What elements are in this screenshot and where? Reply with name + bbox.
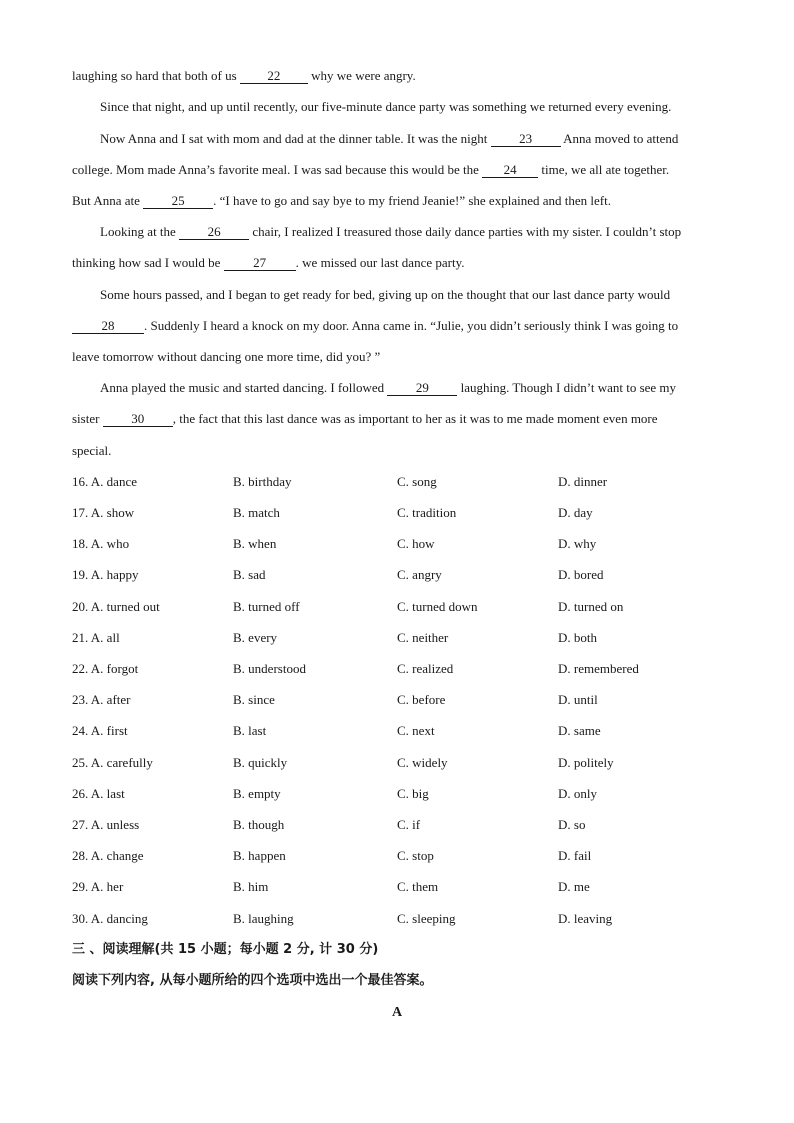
passage-paragraph-2: Since that night, and up until recently, our five-minute dance party was something we returned every evening. — [100, 99, 672, 114]
option-c[interactable]: C. them — [397, 879, 439, 894]
option-c[interactable]: C. angry — [397, 567, 442, 582]
passage-text: laughing. Though I didn’t want to see my — [457, 380, 677, 395]
option-c[interactable]: C. next — [397, 723, 435, 738]
question-26 — [72, 785, 752, 803]
option-d[interactable]: D. so — [558, 817, 586, 832]
blank-26: 26 — [179, 224, 249, 240]
question-28 — [72, 847, 752, 865]
option-c[interactable]: C. if — [397, 817, 421, 832]
question-25 — [72, 754, 752, 772]
option-a[interactable]: 19. A. happy — [72, 567, 139, 582]
option-a[interactable]: 20. A. turned out — [72, 599, 160, 614]
option-b[interactable]: B. him — [233, 879, 269, 894]
blank-22: 22 — [240, 68, 308, 84]
option-d[interactable]: D. remembered — [558, 661, 639, 676]
question-18 — [72, 535, 752, 553]
option-b[interactable]: B. turned off — [233, 599, 300, 614]
option-a[interactable]: 27. A. unless — [72, 817, 140, 832]
option-c[interactable]: C. stop — [397, 848, 434, 863]
option-b[interactable]: B. every — [233, 630, 278, 645]
option-b[interactable]: B. last — [233, 723, 267, 738]
passage-line-13: special. — [72, 443, 112, 458]
option-d[interactable]: D. only — [558, 786, 597, 801]
question-16 — [72, 473, 752, 491]
section-title: 三 、阅读理解(共 15 小题；每小题 2 分, 计 30 分) — [72, 942, 379, 957]
question-30 — [72, 910, 752, 928]
option-c[interactable]: C. how — [397, 536, 435, 551]
part-label: A — [391, 1005, 403, 1020]
passage-line-9 — [72, 317, 678, 335]
option-b[interactable]: B. quickly — [233, 755, 288, 770]
passage-line-10: leave tomorrow without dancing one more time, did you? ” — [72, 349, 381, 364]
passage-text: Now Anna and I sat with mom and dad at the dinner table. It was the night — [100, 131, 491, 146]
passage-text: thinking how sad I would be — [72, 255, 224, 270]
option-b[interactable]: B. when — [233, 536, 277, 551]
option-b[interactable]: B. birthday — [233, 474, 292, 489]
option-c[interactable]: C. sleeping — [397, 911, 456, 926]
option-a[interactable]: 16. A. dance — [72, 474, 137, 489]
passage-text: . “I have to go and say bye to my friend Jeanie!” she explained and then left. — [213, 193, 611, 208]
blank-28: 28 — [72, 318, 144, 334]
blank-29: 29 — [387, 380, 457, 396]
blank-30: 30 — [103, 411, 173, 427]
option-d[interactable]: D. same — [558, 723, 601, 738]
option-a[interactable]: 22. A. forgot — [72, 661, 139, 676]
option-a[interactable]: 30. A. dancing — [72, 911, 148, 926]
question-24 — [72, 722, 752, 740]
passage-text: laughing so hard that both of us — [72, 68, 240, 83]
option-a[interactable]: 23. A. after — [72, 692, 131, 707]
option-b[interactable]: B. sad — [233, 567, 266, 582]
passage-line-4 — [72, 161, 669, 179]
passage-text: . Suddenly I heard a knock on my door. Anna came in. “Julie, you didn’t seriously think I was going to — [144, 318, 679, 333]
option-d[interactable]: D. politely — [558, 755, 614, 770]
option-d[interactable]: D. why — [558, 536, 597, 551]
option-b[interactable]: B. empty — [233, 786, 281, 801]
passage-text: why we were angry. — [307, 68, 416, 83]
option-d[interactable]: D. both — [558, 630, 597, 645]
option-c[interactable]: C. turned down — [397, 599, 478, 614]
question-20 — [72, 598, 752, 616]
option-c[interactable]: C. before — [397, 692, 446, 707]
option-d[interactable]: D. until — [558, 692, 598, 707]
option-b[interactable]: B. though — [233, 817, 285, 832]
option-b[interactable]: B. understood — [233, 661, 306, 676]
option-a[interactable]: 24. A. first — [72, 723, 128, 738]
passage-line-12 — [72, 410, 658, 428]
option-d[interactable]: D. bored — [558, 567, 604, 582]
passage-text: college. Mom made Anna’s favorite meal. I was sad because this would be the — [72, 162, 483, 177]
option-b[interactable]: B. since — [233, 692, 275, 707]
option-a[interactable]: 17. A. show — [72, 505, 135, 520]
passage-text: . we missed our last dance party. — [295, 255, 465, 270]
passage-text: sister — [72, 411, 103, 426]
passage-text: Anna moved to attend — [560, 131, 679, 146]
option-b[interactable]: B. match — [233, 505, 280, 520]
question-21 — [72, 629, 752, 647]
passage-line-3 — [100, 130, 678, 148]
question-19 — [72, 566, 752, 584]
question-27 — [72, 816, 752, 834]
blank-25: 25 — [143, 193, 213, 209]
option-d[interactable]: D. day — [558, 505, 593, 520]
option-a[interactable]: 26. A. last — [72, 786, 125, 801]
option-d[interactable]: D. turned on — [558, 599, 624, 614]
option-d[interactable]: D. fail — [558, 848, 592, 863]
section-instruction: 阅读下列内容, 从每小题所给的四个选项中选出一个最佳答案。 — [72, 973, 433, 988]
passage-text: time, we all ate together. — [538, 162, 670, 177]
option-d[interactable]: D. leaving — [558, 911, 613, 926]
option-d[interactable]: D. dinner — [558, 474, 608, 489]
option-d[interactable]: D. me — [558, 879, 590, 894]
question-17 — [72, 504, 752, 522]
question-29 — [72, 878, 752, 896]
option-c[interactable]: C. big — [397, 786, 429, 801]
passage-paragraph-5: Some hours passed, and I began to get ready for bed, giving up on the thought that our last dance party would — [100, 287, 671, 302]
option-a[interactable]: 28. A. change — [72, 848, 144, 863]
blank-27: 27 — [224, 255, 296, 271]
option-c[interactable]: C. realized — [397, 661, 454, 676]
option-c[interactable]: C. widely — [397, 755, 448, 770]
passage-line-6 — [100, 223, 681, 241]
passage-line-11 — [100, 379, 676, 397]
option-a[interactable]: 29. A. her — [72, 879, 124, 894]
option-c[interactable]: C. tradition — [397, 505, 457, 520]
passage-text: Looking at the — [100, 224, 180, 239]
passage-text: Anna played the music and started dancing. I followed — [100, 380, 388, 395]
question-22 — [72, 660, 752, 678]
blank-24: 24 — [482, 162, 538, 178]
option-a[interactable]: 25. A. carefully — [72, 755, 153, 770]
option-c[interactable]: C. song — [397, 474, 437, 489]
passage-line-1 — [72, 67, 416, 85]
passage-line-7 — [72, 254, 465, 272]
passage-text: chair, I realized I treasured those daily dance parties with my sister. I couldn’t stop — [249, 224, 682, 239]
option-c[interactable]: C. neither — [397, 630, 449, 645]
option-a[interactable]: 21. A. all — [72, 630, 120, 645]
option-a[interactable]: 18. A. who — [72, 536, 130, 551]
passage-line-5 — [72, 192, 611, 210]
question-23 — [72, 691, 752, 709]
passage-text: , the fact that this last dance was as important to her as it was to me made moment even more — [172, 411, 658, 426]
passage-text: But Anna ate — [72, 193, 144, 208]
option-b[interactable]: B. laughing — [233, 911, 294, 926]
blank-23: 23 — [491, 131, 561, 147]
option-b[interactable]: B. happen — [233, 848, 286, 863]
